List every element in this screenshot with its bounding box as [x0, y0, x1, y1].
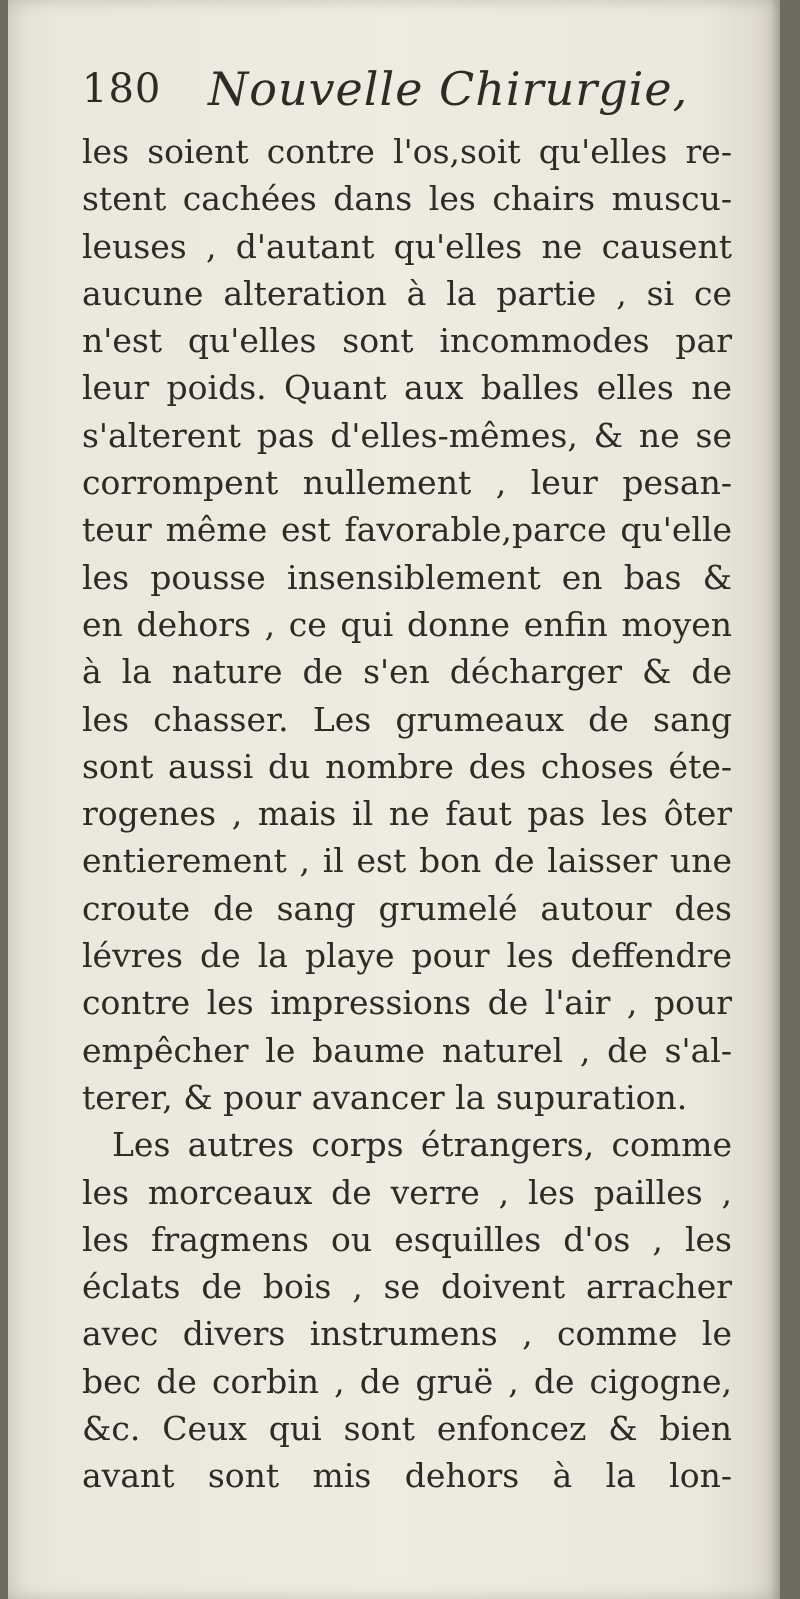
text-line: aucune alteration à la partie , si ce: [82, 273, 732, 313]
text-line: leuses , d'autant qu'elles ne causent: [82, 226, 732, 266]
text-line: les soient contre l'os,soit qu'elles re-: [82, 132, 732, 171]
text-line: entierement , il est bon de laisser une: [82, 841, 732, 881]
text-line: sont aussi du nombre des choses éte-: [82, 746, 732, 786]
text-line: les pousse insensiblement en bas &: [82, 557, 732, 597]
body-text: [82, 128, 732, 1500]
text-line: les fragmens ou esquilles d'os , les: [82, 1219, 732, 1259]
text-line: les morceaux de verre , les pailles ,: [82, 1172, 732, 1212]
text-line: corrompent nullement , leur pesan-: [82, 463, 732, 503]
text-line: avec divers instrumens , comme le: [82, 1314, 732, 1354]
text-line: stent cachées dans les chairs muscu-: [82, 179, 732, 219]
text-line: teur même est favorable,parce qu'elle: [82, 510, 732, 550]
text-line: contre les impressions de l'air , pour: [82, 983, 732, 1023]
text-line: éclats de bois , se doivent arracher: [82, 1267, 732, 1307]
text-line: en dehors , ce qui donne enfin moyen: [82, 604, 732, 644]
page-gutter-shadow: [770, 0, 780, 1599]
page-number: 180: [82, 66, 162, 112]
running-title: Nouvelle Chirurgie,: [208, 62, 689, 116]
text-line: lévres de la playe pour les deffendre: [82, 936, 732, 976]
text-line: empêcher le baume naturel , de s'al-: [82, 1030, 732, 1070]
text-line: avant sont mis dehors à la lon-: [82, 1456, 732, 1496]
text-line: croute de sang grumelé autour des: [82, 888, 732, 928]
book-page: [8, 0, 780, 1599]
text-line: &c. Ceux qui sont enfoncez & bien: [82, 1409, 732, 1449]
text-line: à la nature de s'en décharger & de: [82, 652, 732, 692]
text-line: les chasser. Les grumeaux de sang: [82, 699, 732, 739]
text-line: s'alterent pas d'elles-mêmes, & ne se: [82, 415, 732, 455]
paragraph-start-line: Les autres corps étrangers, comme: [112, 1125, 732, 1165]
page-header: [82, 62, 722, 122]
text-line: rogenes , mais il ne faut pas les ôter: [82, 794, 732, 834]
text-line: n'est qu'elles sont incommodes par: [82, 321, 732, 361]
text-line: leur poids. Quant aux balles elles ne: [82, 368, 732, 408]
text-line: bec de corbin , de gruë , de cigogne,: [82, 1361, 732, 1401]
paragraph-end-line: terer, & pour avancer la supuration.: [82, 1077, 688, 1117]
